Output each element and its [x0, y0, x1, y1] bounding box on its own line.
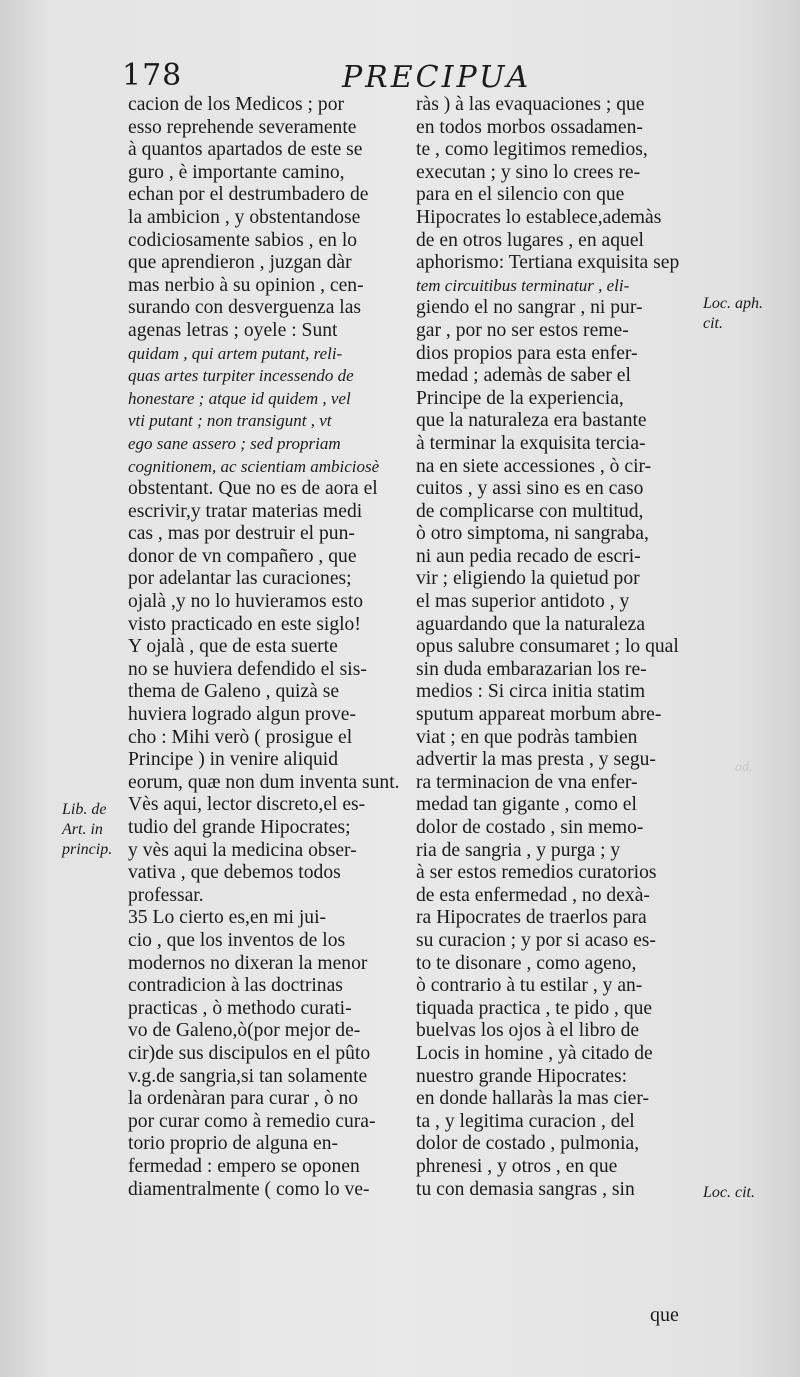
text-line: tudio del grande Hipocrates; — [128, 817, 351, 838]
text-line: en donde hallaràs la mas cier- — [416, 1088, 649, 1110]
text-line: ojalà ,y no lo huvieramos esto — [128, 591, 364, 613]
text-line: Hipocrates lo establece,ademàs — [416, 206, 662, 228]
text-line: aguardando que la naturaleza — [416, 613, 646, 635]
bleed-through-mark: ad. — [735, 760, 753, 775]
text-line: sputum appareat morbum abre- — [416, 704, 662, 726]
text-line: diamentralmente ( como lo ve- — [128, 1178, 370, 1200]
text-line: cio , que los inventos de los — [128, 929, 346, 951]
margin-note-line: Loc. aph. — [703, 295, 763, 312]
text-line: ria de sangria , y purga ; y — [416, 839, 621, 861]
text-line: ni aun pedia recado de escri- — [416, 545, 641, 567]
text-line: to te disonare , como ageno, — [416, 952, 637, 974]
text-line: v.g.de sangria,si tan solamente — [128, 1065, 368, 1087]
text-line: cho : Mihi verò ( prosigue el — [128, 726, 353, 748]
text-line: quidam , qui artem putant, reli- — [128, 343, 343, 363]
text-line: que la naturaleza era bastante — [416, 410, 647, 432]
margin-note-right-2 — [703, 1183, 755, 1203]
text-line: cuitos , y assi sino es en caso — [416, 478, 644, 500]
page-number: 178 — [122, 58, 183, 93]
text-line: gar , por no ser estos reme- — [416, 319, 629, 341]
text-line: huviera logrado algun prove- — [128, 704, 356, 726]
text-line: te , como legitimos remedios, — [416, 139, 648, 161]
text-line: para en el silencio con que — [416, 184, 625, 206]
text-line: no se huviera defendido el sis- — [128, 658, 367, 680]
text-line: tem circuitibus terminatur , eli- — [416, 275, 630, 295]
text-line: surando con desverguenza las — [128, 297, 362, 319]
text-line: tu con demasia sangras , sin — [416, 1178, 635, 1200]
running-head: PRECIPUA — [342, 60, 532, 95]
text-line: por adelantar las curaciones; — [128, 568, 352, 590]
text-line: por curar como à remedio cura- — [128, 1110, 376, 1132]
text-line: ta , y legitima curacion , del — [416, 1110, 635, 1132]
text-line: de en otros lugares , en aquel — [416, 229, 644, 251]
text-line: escrivir,y tratar materias medi — [128, 500, 363, 522]
text-line: medad ; ademàs de saber el — [416, 365, 631, 387]
text-line: buelvas los ojos à el libro de — [416, 1020, 640, 1042]
text-line: ra Hipocrates de traerlos para — [416, 907, 647, 929]
text-line: Locis in homine , yà citado de — [416, 1042, 653, 1064]
text-line: Principe ) in venire aliquid — [128, 749, 339, 771]
text-line: à quantos apartados de este se — [128, 139, 363, 161]
text-line: vti putant ; non transigunt , vt — [128, 411, 332, 431]
margin-note-line: princip. — [62, 841, 113, 858]
text-line: sin duda embarazarian los re- — [416, 658, 647, 680]
text-line: professar. — [128, 884, 204, 906]
page-header — [0, 58, 800, 98]
text-line: medad tan gigante , como el — [416, 794, 637, 816]
text-line: la ordenàran para curar , ò no — [128, 1088, 359, 1110]
text-line: medios : Si circa initia statim — [416, 681, 646, 703]
text-line: honestare ; atque id quidem , vel — [128, 388, 351, 408]
text-line: el mas superior antidoto , y — [416, 591, 630, 613]
text-line: viat ; en que podràs tambien — [416, 726, 638, 748]
text-line: contradicion à las doctrinas — [128, 975, 343, 997]
margin-note-line: Art. in — [62, 821, 103, 838]
text-line: de esta enfermedad , no dexà- — [416, 884, 650, 906]
text-line: cir)de sus discipulos en el pûto — [128, 1042, 371, 1064]
text-line: Principe de la experiencia, — [416, 387, 624, 409]
text-line: la ambicion , y obstentandose — [128, 206, 361, 228]
text-line: que aprendieron , juzgan dàr — [128, 252, 352, 274]
text-line: à terminar la exquisita tercia- — [416, 432, 646, 454]
text-line: à ser estos remedios curatorios — [416, 862, 657, 884]
text-line: torio proprio de alguna en- — [128, 1133, 339, 1155]
catchword: que — [650, 1304, 679, 1326]
text-line: cacion de los Medicos ; por — [128, 94, 345, 115]
text-line: codiciosamente sabios , en lo — [128, 229, 358, 251]
margin-note-line: Loc. cit. — [703, 1184, 755, 1201]
text-line: y vès aqui la medicina obser- — [128, 839, 357, 861]
text-line: dolor de costado , sin memo- — [416, 817, 644, 838]
text-line: aphorismo: Tertiana exquisita sep — [416, 252, 680, 274]
text-line: ò otro simptoma, ni sangraba, — [416, 523, 649, 545]
text-line: ràs ) à las evaquaciones ; que — [416, 94, 645, 115]
text-line: vativa , que debemos todos — [128, 862, 341, 884]
text-line: tiquada practica , te pido , que — [416, 997, 653, 1019]
text-line: ego sane assero ; sed propriam — [128, 433, 341, 453]
text-line: guro , è importante camino, — [128, 161, 345, 183]
margin-note-left — [62, 800, 112, 860]
text-line: ò contrario à tu estilar , y an- — [416, 975, 643, 997]
margin-note-line: Lib. de — [62, 801, 107, 818]
text-line: thema de Galeno , quizà se — [128, 681, 340, 703]
text-line: vir ; eligiendo la quietud por — [416, 568, 640, 590]
text-line: cas , mas por destruir el pun- — [128, 523, 355, 545]
text-line: na en siete accessiones , ò cir- — [416, 455, 652, 477]
text-line: visto practicado en este siglo! — [128, 613, 361, 635]
text-line: practicas , ò methodo curati- — [128, 997, 352, 1019]
text-line: Vès aqui, lector discreto,el es- — [128, 794, 366, 816]
text-line: obstentant. Que no es de aora el — [128, 478, 378, 500]
text-line: echan por el destrumbadero de — [128, 184, 369, 206]
text-line: 35 Lo cierto es,en mi jui- — [128, 907, 327, 929]
text-line: modernos no dixeran la menor — [128, 952, 368, 974]
margin-note-line: cit. — [703, 315, 723, 332]
text-line: cognitionem, ac scientiam ambiciosè — [128, 456, 380, 476]
text-line: quas artes turpiter incessendo de — [128, 366, 354, 386]
text-line: nuestro grande Hipocrates: — [416, 1065, 628, 1087]
text-line: mas nerbio à su opinion , cen- — [128, 274, 364, 296]
text-line: esso reprehende severamente — [128, 116, 357, 138]
text-line: ra terminacion de vna enfer- — [416, 771, 638, 793]
text-line: Y ojalà , que de esta suerte — [128, 636, 338, 658]
text-line: donor de vn compañero , que — [128, 545, 357, 567]
text-line: giendo el no sangrar , ni pur- — [416, 297, 643, 319]
text-line: en todos morbos ossadamen- — [416, 116, 643, 138]
left-text-column — [128, 94, 398, 1201]
text-line: fermedad : empero se oponen — [128, 1155, 360, 1177]
text-line: de complicarse con multitud, — [416, 500, 644, 522]
text-line: opus salubre consumaret ; lo qual — [416, 636, 679, 658]
text-line: eorum, quæ non dum inventa sunt. — [128, 771, 400, 793]
text-line: vo de Galeno,ò(por mejor de- — [128, 1020, 361, 1042]
text-line: executan ; y sino lo crees re- — [416, 161, 641, 183]
text-line: advertir la mas presta , y segu- — [416, 749, 656, 771]
text-line: dolor de costado , pulmonia, — [416, 1133, 640, 1155]
text-line: agenas letras ; oyele : Sunt — [128, 319, 338, 341]
margin-note-right-1 — [703, 294, 763, 334]
text-line: su curacion ; y por si acaso es- — [416, 929, 656, 951]
text-line: phrenesi , y otros , en que — [416, 1155, 618, 1177]
text-line: dios propios para esta enfer- — [416, 342, 638, 364]
right-text-column — [416, 94, 694, 1201]
